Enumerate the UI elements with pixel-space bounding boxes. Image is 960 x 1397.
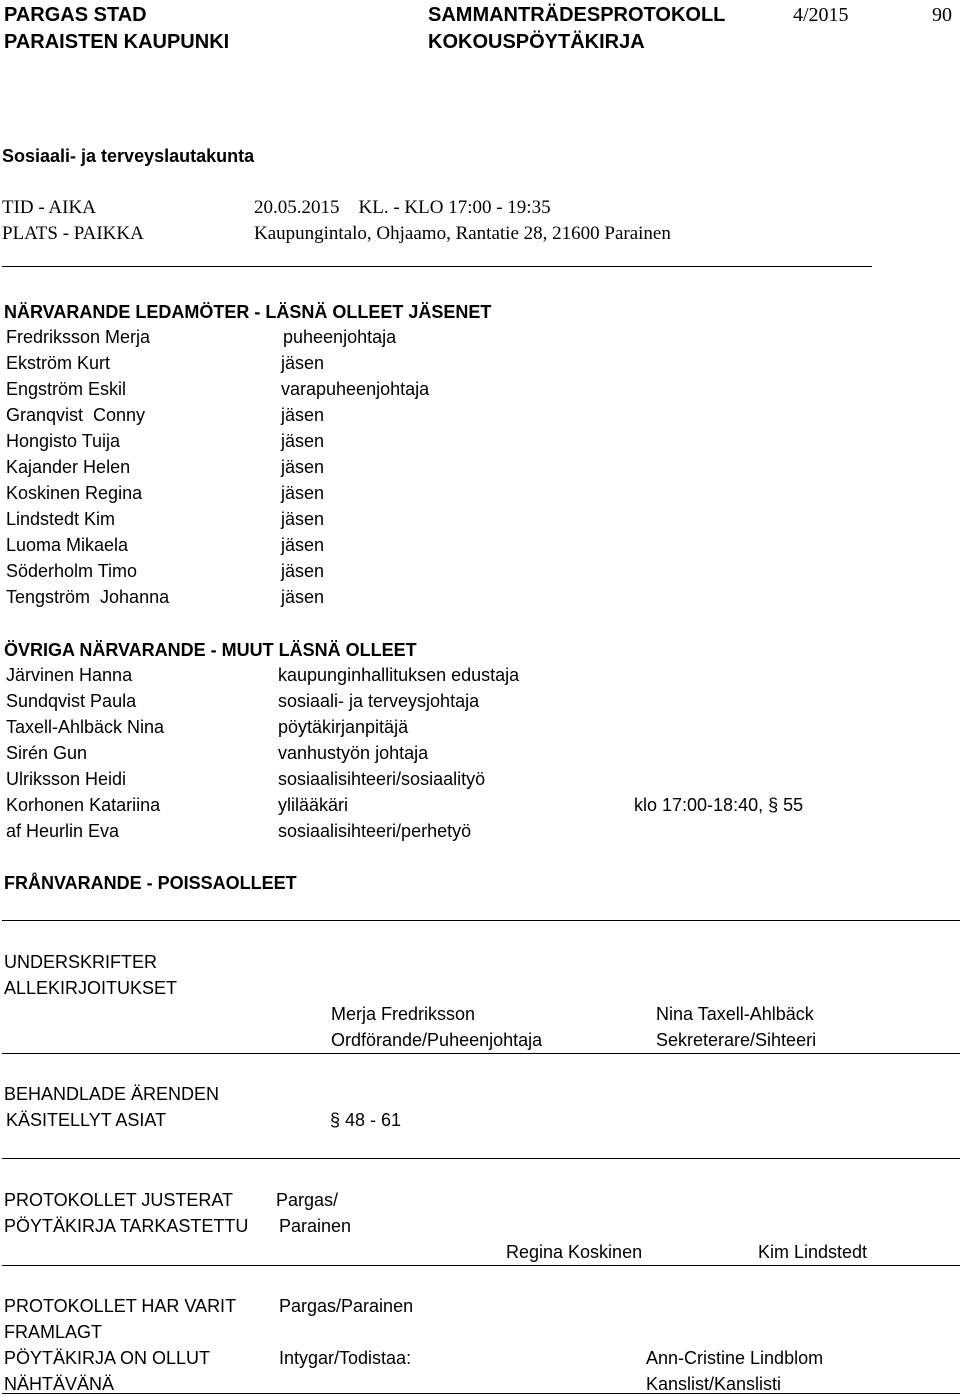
display-label-sv-2: FRAMLAGT: [4, 1322, 103, 1342]
items-range: § 48 - 61: [330, 1110, 402, 1130]
member-name: Tengström Johanna: [6, 587, 170, 607]
other-name: af Heurlin Eva: [6, 821, 120, 841]
other-name: Ulriksson Heidi: [6, 769, 127, 789]
member-role: jäsen: [281, 431, 325, 451]
certifier-name: Ann-Cristine Lindblom: [646, 1348, 824, 1368]
other-name: Järvinen Hanna: [6, 665, 133, 685]
checker-1: Regina Koskinen: [506, 1242, 643, 1262]
items-label-sv: BEHANDLADE ÄRENDEN: [4, 1084, 220, 1104]
checked-place-sv: Pargas/: [276, 1190, 339, 1210]
divider: [2, 266, 872, 267]
secretary-name: Nina Taxell-Ahlbäck: [656, 1004, 814, 1024]
display-label-sv-1: PROTOKOLLET HAR VARIT: [4, 1296, 237, 1316]
member-role: jäsen: [281, 405, 325, 425]
issue-number: 4/2015: [793, 4, 849, 26]
absent-heading: FRÅNVARANDE - POISSAOLLEET: [4, 873, 297, 893]
divider: [2, 1158, 960, 1159]
other-name: Sirén Gun: [6, 743, 88, 763]
display-label-fi-2: NÄHTÄVÄNÄ: [4, 1374, 115, 1394]
page-number: 90: [932, 4, 952, 26]
checked-place-fi: Parainen: [279, 1216, 352, 1236]
other-role: sosiaalisihteeri/perhetyö: [278, 821, 472, 841]
signatures-label-fi: ALLEKIRJOITUKSET: [4, 978, 178, 998]
org-name-sv: PARGAS STAD: [4, 4, 147, 26]
members-heading: NÄRVARANDE LEDAMÖTER - LÄSNÄ OLLEET JÄSENET: [4, 302, 492, 322]
checked-label-fi: PÖYTÄKIRJA TARKASTETTU: [4, 1216, 249, 1236]
member-name: Kajander Helen: [6, 457, 131, 477]
certificate-label: Intygar/Todistaa:: [279, 1348, 412, 1368]
member-role: jäsen: [281, 353, 325, 373]
place-value: Kaupungintalo, Ohjaamo, Rantatie 28, 21600 Parainen: [254, 223, 671, 244]
member-role: jäsen: [281, 483, 325, 503]
member-name: Koskinen Regina: [6, 483, 143, 503]
checker-2: Kim Lindstedt: [758, 1242, 868, 1262]
committee-name: Sosiaali- ja terveyslautakunta: [2, 146, 255, 166]
divider: [2, 920, 960, 921]
member-name: Engström Eskil: [6, 379, 127, 399]
member-role: varapuheenjohtaja: [281, 379, 430, 399]
member-role: jäsen: [281, 535, 325, 555]
signatures-label-sv: UNDERSKRIFTER: [4, 952, 158, 972]
member-role: puheenjohtaja: [283, 327, 397, 347]
member-role: jäsen: [281, 587, 325, 607]
display-label-fi-1: PÖYTÄKIRJA ON OLLUT: [4, 1348, 211, 1368]
other-role: sosiaali- ja terveysjohtaja: [278, 691, 480, 711]
other-name: Sundqvist Paula: [6, 691, 137, 711]
member-role: jäsen: [281, 561, 325, 581]
other-name: Taxell-Ahlbäck Nina: [6, 717, 165, 737]
member-role: jäsen: [281, 457, 325, 477]
member-name: Hongisto Tuija: [6, 431, 121, 451]
member-name: Luoma Mikaela: [6, 535, 129, 555]
member-role: jäsen: [281, 509, 325, 529]
chair-title: Ordförande/Puheenjohtaja: [331, 1030, 543, 1050]
other-note: klo 17:00-18:40, § 55: [634, 795, 804, 815]
other-role: sosiaalisihteeri/sosiaalityö: [278, 769, 486, 789]
chair-name: Merja Fredriksson: [331, 1004, 476, 1024]
other-name: Korhonen Katariina: [6, 795, 161, 815]
time-label: TID - AIKA: [2, 197, 96, 218]
place-label: PLATS - PAIKKA: [2, 223, 144, 244]
doc-type-sv: SAMMANTRÄDESPROTOKOLL: [428, 4, 726, 26]
member-name: Ekström Kurt: [6, 353, 111, 373]
org-name-fi: PARAISTEN KAUPUNKI: [4, 31, 230, 53]
others-heading: ÖVRIGA NÄRVARANDE - MUUT LÄSNÄ OLLEET: [4, 640, 417, 660]
other-role: pöytäkirjanpitäjä: [278, 717, 409, 737]
member-name: Granqvist Conny: [6, 405, 146, 425]
divider: [2, 1265, 960, 1266]
certifier-title: Kanslist/Kanslisti: [646, 1374, 782, 1394]
other-role: kaupunginhallituksen edustaja: [278, 665, 520, 685]
doc-type-fi: KOKOUSPÖYTÄKIRJA: [428, 31, 645, 53]
checked-label-sv: PROTOKOLLET JUSTERAT: [4, 1190, 234, 1210]
time-value: 20.05.2015 KL. - KLO 17:00 - 19:35: [254, 197, 551, 218]
member-name: Söderholm Timo: [6, 561, 138, 581]
divider: [2, 1053, 960, 1054]
member-name: Fredriksson Merja: [6, 327, 151, 347]
member-name: Lindstedt Kim: [6, 509, 116, 529]
secretary-title: Sekreterare/Sihteeri: [656, 1030, 817, 1050]
display-place: Pargas/Parainen: [279, 1296, 414, 1316]
other-role: vanhustyön johtaja: [278, 743, 429, 763]
other-role: ylilääkäri: [278, 795, 349, 815]
divider: [2, 1393, 960, 1394]
items-label-fi: KÄSITELLYT ASIAT: [6, 1110, 167, 1130]
